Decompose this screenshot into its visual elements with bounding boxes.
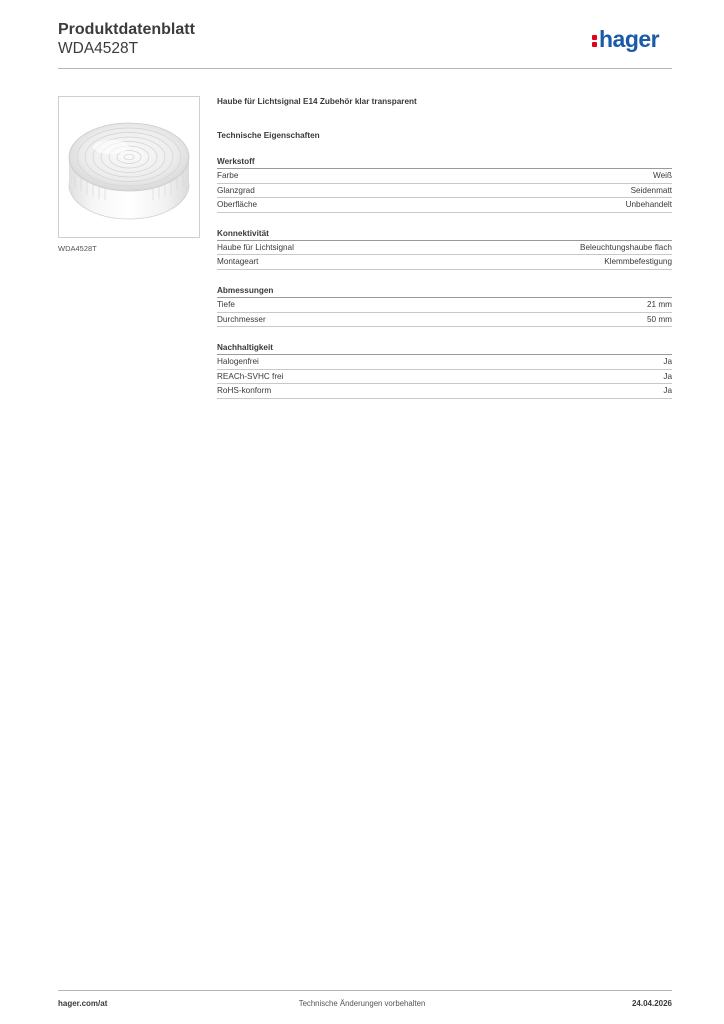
table-row: [217, 384, 672, 399]
footer-website-link[interactable]: hager.com/at: [58, 999, 108, 1008]
section-title: Nachhaltigkeit: [217, 342, 672, 355]
row-label: Oberfläche: [217, 200, 258, 210]
row-label: Farbe: [217, 171, 239, 180]
lamp-cover-clear-icon: [59, 97, 199, 237]
section-title: Abmessungen: [217, 285, 672, 298]
page-title: Produktdatenblatt: [58, 21, 195, 38]
row-value: Ja: [663, 357, 672, 367]
section-title: Werkstoff: [217, 156, 672, 169]
row-label: Halogenfrei: [217, 357, 259, 367]
row-value: 50 mm: [646, 314, 672, 324]
row-label: Durchmesser: [217, 314, 266, 324]
row-label: Glanzgrad: [217, 185, 255, 195]
row-value: Ja: [663, 386, 672, 396]
section-werkstoff: [217, 156, 672, 213]
table-row: [217, 255, 672, 270]
table-row: [217, 298, 672, 313]
table-row: [217, 198, 672, 213]
logo-text: hager: [599, 26, 660, 52]
table-row: [217, 169, 672, 184]
row-label: Haube für Lichtsignal: [217, 242, 294, 252]
hager-logo[interactable]: [592, 28, 659, 51]
product-code: WDA4528T: [58, 40, 139, 57]
hager-logo-icon: [592, 33, 597, 47]
section-konnektivitaet: [217, 228, 672, 270]
product-details: [217, 96, 672, 399]
section-title: Konnektivität: [217, 228, 672, 241]
footer-notice: Technische Änderungen vorbehalten: [298, 999, 426, 1008]
tech-properties-heading: Technische Eigenschaften: [217, 131, 320, 140]
product-description: Haube für Lichtsignal E14 Zubehör klar transparent: [217, 97, 417, 106]
table-row: [217, 184, 672, 199]
section-nachhaltigkeit: [217, 342, 672, 399]
table-row: [217, 313, 672, 328]
row-label: Tiefe: [217, 299, 235, 309]
row-value: Unbehandelt: [625, 200, 672, 210]
row-label: REACh-SVHC frei: [217, 371, 284, 381]
table-row: [217, 355, 672, 370]
row-value: Seidenmatt: [630, 185, 672, 195]
row-label: Montageart: [217, 257, 259, 267]
row-value: Beleuchtungshaube flach: [580, 242, 672, 252]
footer-date: 24.04.2026: [631, 999, 672, 1008]
row-value: Weiß: [653, 171, 672, 180]
row-label: RoHS-konform: [217, 386, 272, 396]
row-value: Ja: [663, 371, 672, 381]
table-row: [217, 370, 672, 385]
header-divider: [58, 68, 672, 69]
section-abmessungen: [217, 285, 672, 327]
product-image: [58, 96, 200, 238]
row-value: Klemmbefestigung: [604, 257, 672, 267]
footer-divider: [58, 990, 672, 991]
image-caption: WDA4528T: [58, 244, 97, 253]
row-value: 21 mm: [646, 299, 672, 309]
table-row: [217, 241, 672, 256]
